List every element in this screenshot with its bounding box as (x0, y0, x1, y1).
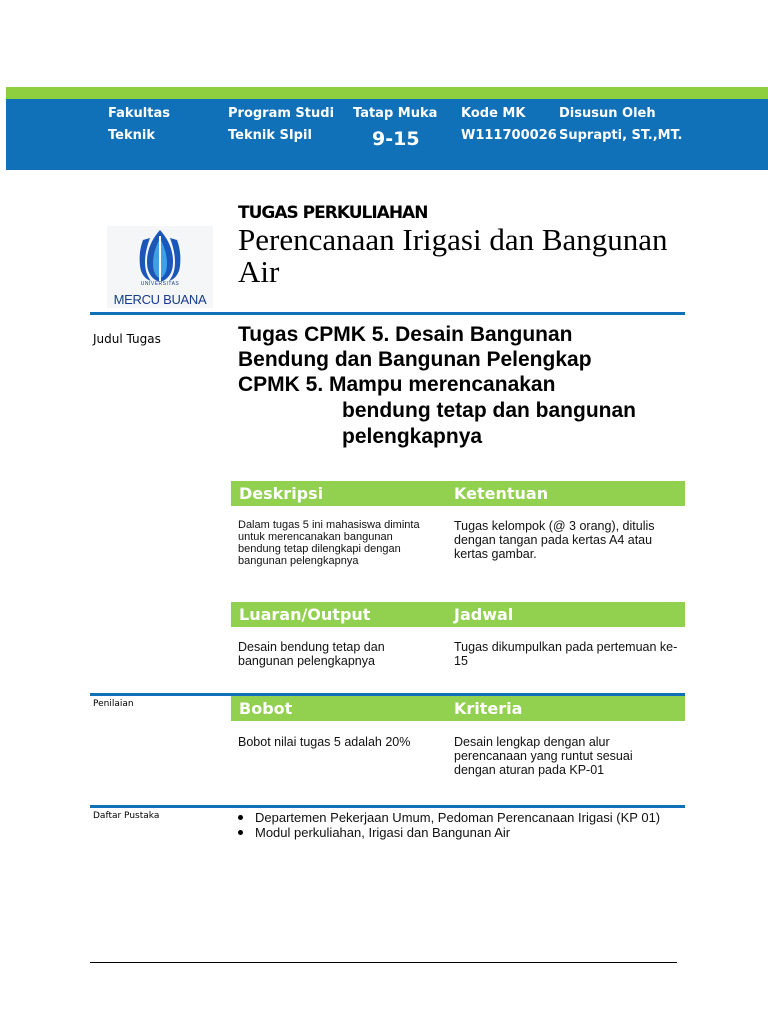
logo-text: MERCU BUANA (113, 292, 207, 307)
bullet-icon (238, 815, 243, 820)
header-green-stripe (6, 87, 768, 99)
deskripsi-text: Dalam tugas 5 ini mahasiswa diminta untuk merencanakan bangunan bendung tetap dilengkapi dengan bangunan pelengkapnya (238, 519, 420, 567)
header-program-studi-value: Teknik SIpil (228, 128, 312, 143)
section-header-deskripsi-ketentuan (231, 481, 685, 506)
judul-tugas-label: Judul Tugas (93, 332, 161, 346)
pustaka-item-1 (238, 810, 660, 825)
bobot-heading: Bobot (239, 699, 293, 718)
jadwal-text: Tugas dikumpulkan pada pertemuan ke-15 (454, 640, 678, 668)
bobot-text: Bobot nilai tugas 5 adalah 20% (238, 735, 411, 749)
header-kode-mk-label: Kode MK (461, 106, 526, 121)
header-fakultas-value: Teknik (108, 128, 155, 143)
kriteria-text: Desain lengkap dengan alur perencanaan yang runtut sesuai dengan aturan pada KP-01 (454, 735, 633, 777)
deskripsi-heading: Deskripsi (239, 484, 324, 503)
header-tatap-muka-value: 9-15 (372, 128, 420, 150)
luaran-text: Desain bendung tetap dan bangunan pelengkapnya (238, 640, 385, 668)
footer-divider (90, 962, 677, 963)
bullet-icon (238, 830, 243, 835)
jadwal-heading: Jadwal (454, 605, 514, 624)
header-kode-mk-value: W111700026 (461, 128, 557, 143)
divider-title (90, 312, 685, 315)
judul-line-5: pelengkapnya (342, 425, 483, 448)
mercu-buana-flame-icon (107, 226, 213, 288)
section-header-luaran-jadwal (231, 602, 685, 627)
section-header-bobot-kriteria (231, 696, 685, 721)
divider-pustaka (90, 805, 685, 808)
logo-small-text: UNIVERSITAS (140, 281, 180, 287)
ketentuan-heading: Ketentuan (454, 484, 549, 503)
course-title: Perencanaan Irigasi dan Bangunan Air (238, 222, 668, 289)
penilaian-label: Penilaian (93, 699, 134, 709)
pustaka-item-1-text: Departemen Pekerjaan Umum, Pedoman Perencanaan Irigasi (KP 01) (255, 810, 661, 825)
luaran-heading: Luaran/Output (239, 605, 371, 624)
judul-line-3: CPMK 5. Mampu merencanakan (238, 373, 556, 396)
ketentuan-text: Tugas kelompok (@ 3 orang), ditulis dengan tangan pada kertas A4 atau kertas gambar. (454, 519, 655, 561)
pustaka-item-2-text: Modul perkuliahan, Irigasi dan Bangunan Air (255, 825, 511, 840)
header-disusun-oleh-value: Suprapti, ST.,MT. (559, 128, 683, 143)
judul-line-4: bendung tetap dan bangunan (342, 399, 636, 422)
document-type-label: TUGAS PERKULIAHAN (238, 203, 428, 223)
pustaka-item-2 (238, 825, 510, 840)
kriteria-heading: Kriteria (454, 699, 523, 718)
judul-line-2: Bendung dan Bangunan Pelengkap (238, 348, 592, 371)
header-program-studi-label: Program Studi (228, 106, 335, 121)
header-disusun-oleh-label: Disusun Oleh (559, 106, 656, 121)
judul-line-1: Tugas CPMK 5. Desain Bangunan (238, 323, 573, 346)
header-fakultas-label: Fakultas (108, 106, 170, 121)
header-tatap-muka-label: Tatap Muka (353, 106, 438, 121)
daftar-pustaka-label: Daftar Pustaka (93, 811, 160, 821)
